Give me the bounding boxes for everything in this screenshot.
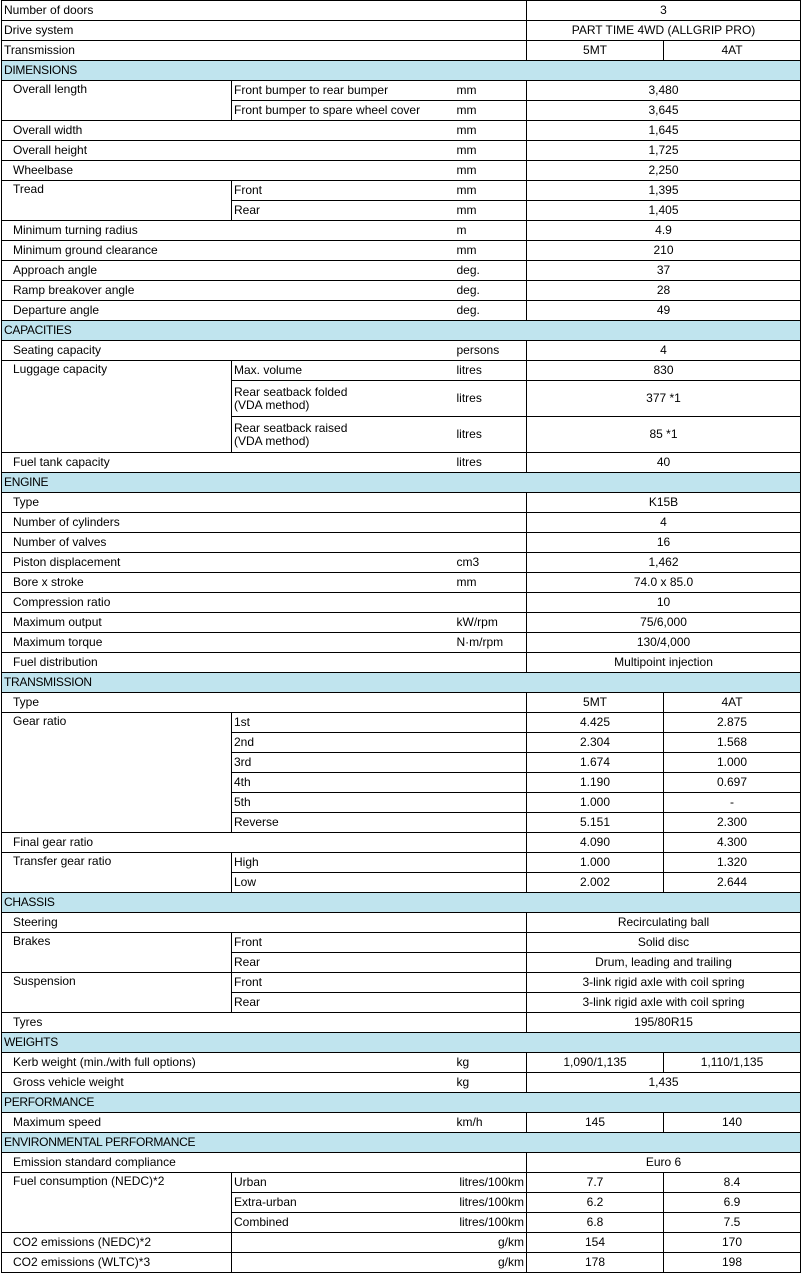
- value-mt: 2.304: [527, 733, 664, 753]
- value: Solid disc: [527, 933, 801, 953]
- unit: kg: [455, 1053, 527, 1073]
- unit: persons: [455, 341, 527, 361]
- value-mt: 178: [527, 1253, 664, 1273]
- row-transfer-high: [2, 853, 801, 873]
- unit: mm: [455, 141, 527, 161]
- sub-label: Front bumper to spare wheel cover: [232, 101, 455, 121]
- value-mt: 7.7: [527, 1173, 664, 1193]
- value-at: 4.300: [664, 833, 801, 853]
- value-at: 198: [664, 1253, 801, 1273]
- unit: g/km: [232, 1253, 527, 1273]
- row-transmission-type: [2, 693, 801, 713]
- unit: litres/100km: [455, 1213, 527, 1233]
- sub-label-line2: (VDA method): [234, 397, 310, 412]
- row-fuel-tank: [2, 453, 801, 473]
- value-at: 170: [664, 1233, 801, 1253]
- label: Seating capacity: [2, 341, 455, 361]
- row-max-torque: [2, 633, 801, 653]
- value-mt: 154: [527, 1233, 664, 1253]
- value: 3,480: [527, 81, 801, 101]
- value: Euro 6: [527, 1153, 801, 1173]
- sub-label: Rear: [232, 993, 527, 1013]
- label: Fuel tank capacity: [2, 453, 455, 473]
- row-departure-angle: [2, 301, 801, 321]
- value-at: 8.4: [664, 1173, 801, 1193]
- label: Steering: [2, 913, 527, 933]
- value: Drum, leading and trailing: [527, 953, 801, 973]
- label-gear-ratio: Gear ratio: [2, 713, 232, 833]
- unit: kW/rpm: [455, 613, 527, 633]
- label: Fuel distribution: [2, 653, 527, 673]
- label-transfer: Transfer gear ratio: [2, 853, 232, 893]
- section-title: CHASSIS: [2, 893, 801, 913]
- value: 1,435: [527, 1073, 801, 1093]
- label-drive: Drive system: [2, 21, 527, 41]
- value: 1,462: [527, 553, 801, 573]
- section-chassis: [2, 893, 801, 913]
- value-mt: 6.2: [527, 1193, 664, 1213]
- value-at: 6.9: [664, 1193, 801, 1213]
- label-suspension: Suspension: [2, 973, 232, 1013]
- row-emission-standard: [2, 1153, 801, 1173]
- value-mt: 1.190: [527, 773, 664, 793]
- row-max-speed: [2, 1113, 801, 1133]
- gear-label: 2nd: [232, 733, 527, 753]
- label: Minimum ground clearance: [2, 241, 455, 261]
- section-title: ENVIRONMENTAL PERFORMANCE: [2, 1133, 801, 1153]
- unit: kg: [455, 1073, 527, 1093]
- label: CO2 emissions (WLTC)*3: [2, 1253, 232, 1273]
- label-fuel-consumption: Fuel consumption (NEDC)*2: [2, 1173, 232, 1233]
- row-fuel-urban: [2, 1173, 801, 1193]
- sub-label: Front bumper to rear bumper: [232, 81, 455, 101]
- value: 37: [527, 261, 801, 281]
- label: Gross vehicle weight: [2, 1073, 455, 1093]
- spec-table: [1, 0, 801, 1273]
- row-engine-type: [2, 493, 801, 513]
- row-kerb-weight: [2, 1053, 801, 1073]
- sub-label: Max. volume: [232, 361, 455, 381]
- value-at: 1,110/1,135: [664, 1053, 801, 1073]
- value-doors: 3: [527, 1, 801, 21]
- value: 10: [527, 593, 801, 613]
- value-transmission-at: 4AT: [664, 41, 801, 61]
- section-title: CAPACITIES: [2, 321, 801, 341]
- value: 85 *1: [527, 417, 801, 453]
- sub-label-line1: Rear seatback folded: [234, 384, 348, 399]
- value-mt: 2.002: [527, 873, 664, 893]
- sub-label: High: [232, 853, 527, 873]
- value-transmission-mt: 5MT: [527, 41, 664, 61]
- sub-label: [232, 417, 455, 453]
- row-gear-1st: [2, 713, 801, 733]
- value: K15B: [527, 493, 801, 513]
- label: Number of cylinders: [2, 513, 527, 533]
- row-luggage-1: [2, 361, 801, 381]
- label: Minimum turning radius: [2, 221, 455, 241]
- value: 4.9: [527, 221, 801, 241]
- value: 1,405: [527, 201, 801, 221]
- label: Departure angle: [2, 301, 455, 321]
- row-valves: [2, 533, 801, 553]
- row-bore-stroke: [2, 573, 801, 593]
- unit: litres: [455, 453, 527, 473]
- value-mt: 1.000: [527, 793, 664, 813]
- unit: mm: [455, 201, 527, 221]
- label: Maximum speed: [2, 1113, 455, 1133]
- value: 16: [527, 533, 801, 553]
- value-at: 1.000: [664, 753, 801, 773]
- value-mt: 145: [527, 1113, 664, 1133]
- label: Final gear ratio: [2, 833, 527, 853]
- row-overall-length-1: [2, 81, 801, 101]
- row-suspension-front: [2, 973, 801, 993]
- section-weights: [2, 1033, 801, 1053]
- row-co2-wltc: [2, 1253, 801, 1273]
- row-brakes-front: [2, 933, 801, 953]
- unit: N·m/rpm: [455, 633, 527, 653]
- row-gross-weight: [2, 1073, 801, 1093]
- unit: m: [455, 221, 527, 241]
- unit: litres/100km: [455, 1173, 527, 1193]
- unit: g/km: [232, 1233, 527, 1253]
- unit: deg.: [455, 261, 527, 281]
- value: 1,395: [527, 181, 801, 201]
- label: Overall width: [2, 121, 455, 141]
- row-turning-radius: [2, 221, 801, 241]
- unit: deg.: [455, 301, 527, 321]
- row-final-gear: [2, 833, 801, 853]
- label-transmission: Transmission: [2, 41, 527, 61]
- value: 49: [527, 301, 801, 321]
- sub-label: Combined: [232, 1213, 455, 1233]
- section-engine: [2, 473, 801, 493]
- value: 40: [527, 453, 801, 473]
- row-ramp-angle: [2, 281, 801, 301]
- unit: litres/100km: [455, 1193, 527, 1213]
- sub-label: Front: [232, 933, 527, 953]
- row-displacement: [2, 553, 801, 573]
- unit: km/h: [455, 1113, 527, 1133]
- sub-label: Low: [232, 873, 527, 893]
- label-brakes: Brakes: [2, 933, 232, 973]
- value-mt: 4.090: [527, 833, 664, 853]
- section-title: DIMENSIONS: [2, 61, 801, 81]
- value-mt: 5MT: [527, 693, 664, 713]
- row-co2-nedc: [2, 1233, 801, 1253]
- sub-label-line1: Rear seatback raised: [234, 420, 348, 435]
- row-drive: [2, 21, 801, 41]
- row-seating: [2, 341, 801, 361]
- row-overall-height: [2, 141, 801, 161]
- value: 3-link rigid axle with coil spring: [527, 973, 801, 993]
- row-fuel-distribution: [2, 653, 801, 673]
- label: Kerb weight (min./with full options): [2, 1053, 455, 1073]
- value: 74.0 x 85.0: [527, 573, 801, 593]
- section-capacities: [2, 321, 801, 341]
- row-tread-1: [2, 181, 801, 201]
- unit: litres: [455, 417, 527, 453]
- label: Wheelbase: [2, 161, 455, 181]
- unit: mm: [455, 101, 527, 121]
- value-at: 0.697: [664, 773, 801, 793]
- row-approach-angle: [2, 261, 801, 281]
- value: 28: [527, 281, 801, 301]
- label-tread: Tread: [2, 181, 232, 221]
- value: Multipoint injection: [527, 653, 801, 673]
- section-performance: [2, 1093, 801, 1113]
- section-title: WEIGHTS: [2, 1033, 801, 1053]
- value-at: 140: [664, 1113, 801, 1133]
- value-at: 2.644: [664, 873, 801, 893]
- value: 1,725: [527, 141, 801, 161]
- value: 3-link rigid axle with coil spring: [527, 993, 801, 1013]
- value-at: 2.300: [664, 813, 801, 833]
- row-steering: [2, 913, 801, 933]
- row-overall-width: [2, 121, 801, 141]
- section-title: TRANSMISSION: [2, 673, 801, 693]
- value-at: -: [664, 793, 801, 813]
- gear-label: Reverse: [232, 813, 527, 833]
- value: 2,250: [527, 161, 801, 181]
- unit: mm: [455, 161, 527, 181]
- label: Bore x stroke: [2, 573, 455, 593]
- sub-label: [232, 381, 455, 417]
- value: 4: [527, 341, 801, 361]
- unit: mm: [455, 573, 527, 593]
- sub-label-line2: (VDA method): [234, 433, 310, 448]
- gear-label: 5th: [232, 793, 527, 813]
- section-title: PERFORMANCE: [2, 1093, 801, 1113]
- label: Piston displacement: [2, 553, 455, 573]
- section-title: ENGINE: [2, 473, 801, 493]
- unit: mm: [455, 121, 527, 141]
- sub-label: Rear: [232, 953, 527, 973]
- unit: litres: [455, 361, 527, 381]
- label: Maximum torque: [2, 633, 455, 653]
- value: 4: [527, 513, 801, 533]
- section-transmission: [2, 673, 801, 693]
- sub-label: Extra-urban: [232, 1193, 455, 1213]
- sub-label: Rear: [232, 201, 455, 221]
- value: 1,645: [527, 121, 801, 141]
- label: Type: [2, 693, 527, 713]
- value-at: 7.5: [664, 1213, 801, 1233]
- unit: mm: [455, 241, 527, 261]
- label: Overall height: [2, 141, 455, 161]
- row-tyres: [2, 1013, 801, 1033]
- sub-label: Front: [232, 973, 527, 993]
- label: CO2 emissions (NEDC)*2: [2, 1233, 232, 1253]
- sub-label: Urban: [232, 1173, 455, 1193]
- gear-label: 1st: [232, 713, 527, 733]
- label: Ramp breakover angle: [2, 281, 455, 301]
- unit: litres: [455, 381, 527, 417]
- label: Approach angle: [2, 261, 455, 281]
- gear-label: 3rd: [232, 753, 527, 773]
- row-ground-clearance: [2, 241, 801, 261]
- label: Number of valves: [2, 533, 527, 553]
- value-at: 4AT: [664, 693, 801, 713]
- row-transmission-general: [2, 41, 801, 61]
- value-at: 1.320: [664, 853, 801, 873]
- section-dimensions: [2, 61, 801, 81]
- value-drive: PART TIME 4WD (ALLGRIP PRO): [527, 21, 801, 41]
- label: Maximum output: [2, 613, 455, 633]
- sub-label: Front: [232, 181, 455, 201]
- row-compression: [2, 593, 801, 613]
- value-mt: 1,090/1,135: [527, 1053, 664, 1073]
- value: 830: [527, 361, 801, 381]
- label-doors: Number of doors: [2, 1, 527, 21]
- value: Recirculating ball: [527, 913, 801, 933]
- label: Emission standard compliance: [2, 1153, 527, 1173]
- unit: cm3: [455, 553, 527, 573]
- value-mt: 6.8: [527, 1213, 664, 1233]
- row-max-output: [2, 613, 801, 633]
- value: 377 *1: [527, 381, 801, 417]
- unit: mm: [455, 181, 527, 201]
- value-mt: 4.425: [527, 713, 664, 733]
- value-at: 2.875: [664, 713, 801, 733]
- unit: mm: [455, 81, 527, 101]
- label-overall-length: Overall length: [2, 81, 232, 121]
- section-environmental: [2, 1133, 801, 1153]
- value: 75/6,000: [527, 613, 801, 633]
- value: 3,645: [527, 101, 801, 121]
- value-mt: 5.151: [527, 813, 664, 833]
- value: 130/4,000: [527, 633, 801, 653]
- value: 210: [527, 241, 801, 261]
- label: Type: [2, 493, 527, 513]
- row-wheelbase: [2, 161, 801, 181]
- label-luggage: Luggage capacity: [2, 361, 232, 453]
- row-cylinders: [2, 513, 801, 533]
- row-doors: [2, 1, 801, 21]
- value: 195/80R15: [527, 1013, 801, 1033]
- value-mt: 1.674: [527, 753, 664, 773]
- gear-label: 4th: [232, 773, 527, 793]
- label: Tyres: [2, 1013, 527, 1033]
- label: Compression ratio: [2, 593, 527, 613]
- value-mt: 1.000: [527, 853, 664, 873]
- unit: deg.: [455, 281, 527, 301]
- value-at: 1.568: [664, 733, 801, 753]
